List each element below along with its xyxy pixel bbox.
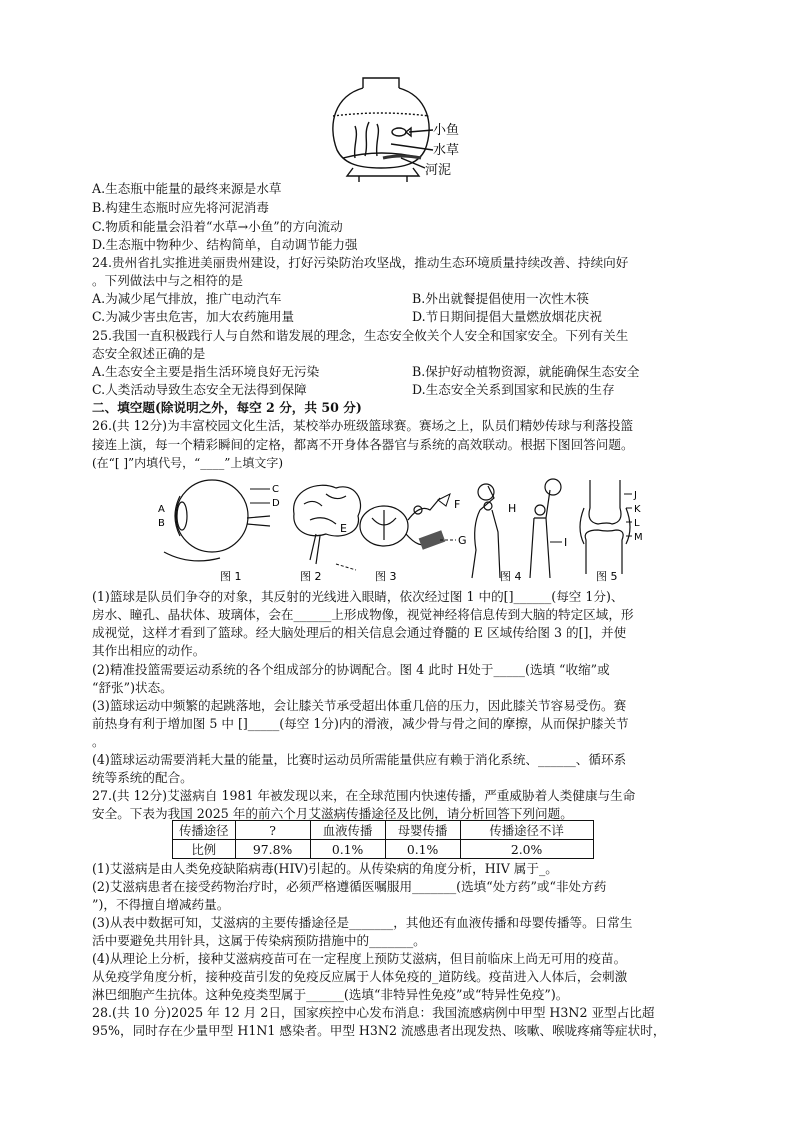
fig3-letter-g: G [458, 534, 467, 547]
q24-stem-line2: 。下列做法中与之相符的是 [92, 273, 244, 288]
label-river-mud: 河泥 [425, 163, 452, 178]
q26-part3-line2: 前热身有利于增加图 5 中 []_____(每空 1分)内的滑液，减少骨与骨之间的摩擦，从而保护膝关节 [92, 716, 629, 731]
table-cell: 0.1% [310, 840, 385, 859]
eye-letter-c: C [272, 484, 279, 495]
q26-part1-line3: 成视觉，这样才看到了篮球。经大脑处理后的相关信息会通过脊髓的 E 区域传给图 3 的[]，并使 [92, 625, 627, 640]
caption-fig3: 图 3 [375, 570, 397, 583]
fig5-knee-joint [580, 480, 630, 574]
q26-stem-line1: 26.(共 12分)为丰富校园文化生活，某校举办班级篮球赛。赛场之上，队员们精妙传球与利落投篮 [92, 418, 634, 433]
q25-option-a: A.生态安全主要是指生活环境良好无污染 [92, 364, 320, 379]
fig3-letter-e: E [340, 522, 347, 535]
table-header-cell: 传播途径 [173, 821, 236, 840]
q27-part4-line3: 淋巴细胞产生抗体。这种免疫类型属于______(选填“非特异性免疫”或“特异性免疫”)。 [92, 987, 569, 1002]
q26-part2-line1: (2)精准投篮需要运动系统的各个组成部分的协调配合。图 4 此时 H处于_____(选填 “收缩”或 [92, 662, 610, 677]
label-small-fish: 小鱼 [433, 123, 460, 138]
q25-option-b: B.保护好动植物资源，就能确保生态安全 [412, 364, 640, 379]
q26-part3-line3: 。 [92, 734, 105, 749]
q24-option-c: C.为减少害虫危害，加大农药施用量 [92, 309, 295, 324]
section-fill-in-heading: 二、填空题(除说明之外，每空 2 分，共 50 分) [92, 400, 362, 415]
q26-part1-line1: (1)篮球是队员们争夺的对象，其反射的光线进入眼睛，依次经过图 1 中的[]______(每空 1分)、 [92, 589, 624, 604]
aids-transmission-table [172, 820, 594, 859]
q27-part3-line1: (3)从表中数据可知，艾滋病的主要传播途径是_______，其他还有血液传播和母婴传播等。日常生 [92, 915, 633, 930]
q26-part1-line2: 房水、瞳孔、晶状体、玻璃体，会在______上形成物像，视觉神经将信息传到大脑的特定区域，形 [92, 607, 634, 622]
q24-option-a: A.为减少尾气排放，推广电动汽车 [92, 291, 282, 306]
q27-part1: (1)艾滋病是由人类免疫缺陷病毒(HIV)引起的。从传染病的角度分析，HIV 属于_。 [92, 861, 558, 876]
bottle-drawing [333, 78, 433, 182]
q26-part3-line1: (3)篮球运动中频繁的起跳落地，会让膝关节承受超出体重几倍的压力，因此膝关节容易受伤。赛 [92, 698, 627, 713]
fig2-brain [294, 485, 361, 564]
q24-stem-line1: 24.贵州省扎实推进美丽贵州建设，打好污染防治攻坚战，推动生态环境质量持续改善、持续向好 [92, 255, 629, 270]
caption-fig5: 图 5 [596, 570, 618, 583]
caption-fig2: 图 2 [300, 570, 322, 583]
q27-part2-line1: (2)艾滋病患者在接受药物治疗时，必须严格遵循医嘱服用_______(选填“处方药”或“非处方药 [92, 879, 607, 894]
q27-stem-line2: 安全。下表为我国 2025 年的前六个月艾滋病传播途径及比例，请分析回答下列问题。 [92, 806, 573, 821]
knee-letter-m: M [634, 532, 643, 543]
q26-part1-line4: 其作出相应的动作。 [92, 643, 206, 658]
table-header-cell: 母婴传播 [385, 821, 460, 840]
fig4-letter-i: I [564, 536, 568, 549]
q27-stem-line1: 27.(共 12分)艾滋病自 1981 年被发现以来，在全球范围内快速传播，严重威胁着人类健康与生命 [92, 788, 636, 803]
q23-option-c: C.物质和能量会沿着“水草→小鱼”的方向流动 [92, 219, 343, 234]
q25-stem-line2: 态安全叙述正确的是 [92, 346, 206, 361]
q27-part2-line2: ”)，不得擅自增减药量。 [92, 897, 230, 912]
fig1-eye [164, 480, 270, 561]
eye-letter-d: D [272, 498, 280, 509]
q24-option-b: B.外出就餐提倡使用一次性木筷 [412, 291, 589, 306]
q25-option-c: C.人类活动导致生态安全无法得到保障 [92, 382, 307, 397]
table-header-cell: ? [235, 821, 310, 840]
q27-part4-line1: (4)从理论上分析，接种艾滋病疫苗可在一定程度上预防艾滋病，但目前临床上尚无可用的疫苗。 [92, 951, 627, 966]
table-cell: 97.8% [235, 840, 310, 859]
q28-stem-line2: 95%，同时存在少量甲型 H1N1 感染者。甲型 H3N2 流感患者出现发热、咳嗽、喉咙疼痛等症状时， [92, 1023, 666, 1038]
q23-option-b: B.构建生态瓶时应先将河泥消毒 [92, 200, 269, 215]
table-cell: 2.0% [460, 840, 593, 859]
knee-letter-l: L [634, 518, 640, 529]
q28-stem-line1: 28.(共 10 分)2025 年 12 月 2日，国家疾控中心发布消息：我国流感病例中甲型 H3N2 亚型占比超 [92, 1005, 655, 1020]
table-header-cell: 血液传播 [310, 821, 385, 840]
fig3-receptor-f [438, 494, 450, 506]
q23-option-d: D.生态瓶中物种少、结构简单，自动调节能力强 [92, 237, 358, 252]
q25-option-d: D.生态安全关系到国家和民族的生存 [412, 382, 615, 397]
q26-part4-line2: 统等系统的配合。 [92, 770, 193, 785]
eye-letter-b: B [158, 518, 165, 529]
eco-bottle-figure [325, 74, 475, 186]
table-row [173, 840, 594, 859]
q25-stem-line1: 25.我国一直积极践行人与自然和谐发展的理念，生态安全攸关个人安全和国家安全。下列有关生 [92, 328, 629, 343]
q27-part3-line2: 活中要避免共用针具，这属于传染病预防措施中的_______。 [92, 933, 426, 948]
q26-instruction: (在“[ ]”内填代号，“____”上填文字) [92, 456, 284, 470]
fig3-letter-f: F [454, 498, 461, 511]
label-water-grass: 水草 [433, 143, 460, 158]
caption-fig1: 图 1 [220, 570, 242, 583]
fig4-basketball-players [472, 479, 561, 578]
knee-letter-j: J [634, 490, 637, 501]
q26-stem-line2: 接连上演，每一个精彩瞬间的定格，都离不开身体各器官与系统的高效联动。根据下图回答问题。 [92, 437, 634, 452]
q24-option-d: D.节日期间提倡大量燃放烟花庆祝 [412, 309, 602, 324]
q26-part4-line1: (4)篮球运动需要消耗大量的能量，比赛时运动员所需能量供应有赖于消化系统、______、循环系 [92, 752, 627, 767]
table-cell: 比例 [173, 840, 236, 859]
eye-letter-a: A [158, 504, 165, 515]
table-header-cell: 传播途径不详 [460, 821, 593, 840]
q26-part2-line2: “舒张”)状态。 [92, 680, 173, 695]
q27-part4-line2: 从免疫学角度分析，接种疫苗引发的免疫反应属于人体免疫的_道防线。疫苗进入人体后，会刺激 [92, 969, 628, 984]
table-header-row [173, 821, 594, 840]
fig4-letter-h: H [508, 502, 517, 515]
q26-figures [150, 474, 650, 586]
table-cell: 0.1% [385, 840, 460, 859]
q23-option-a: A.生态瓶中能量的最终来源是水草 [92, 181, 282, 196]
caption-fig4: 图 4 [500, 570, 522, 583]
knee-letter-k: K [634, 504, 641, 515]
